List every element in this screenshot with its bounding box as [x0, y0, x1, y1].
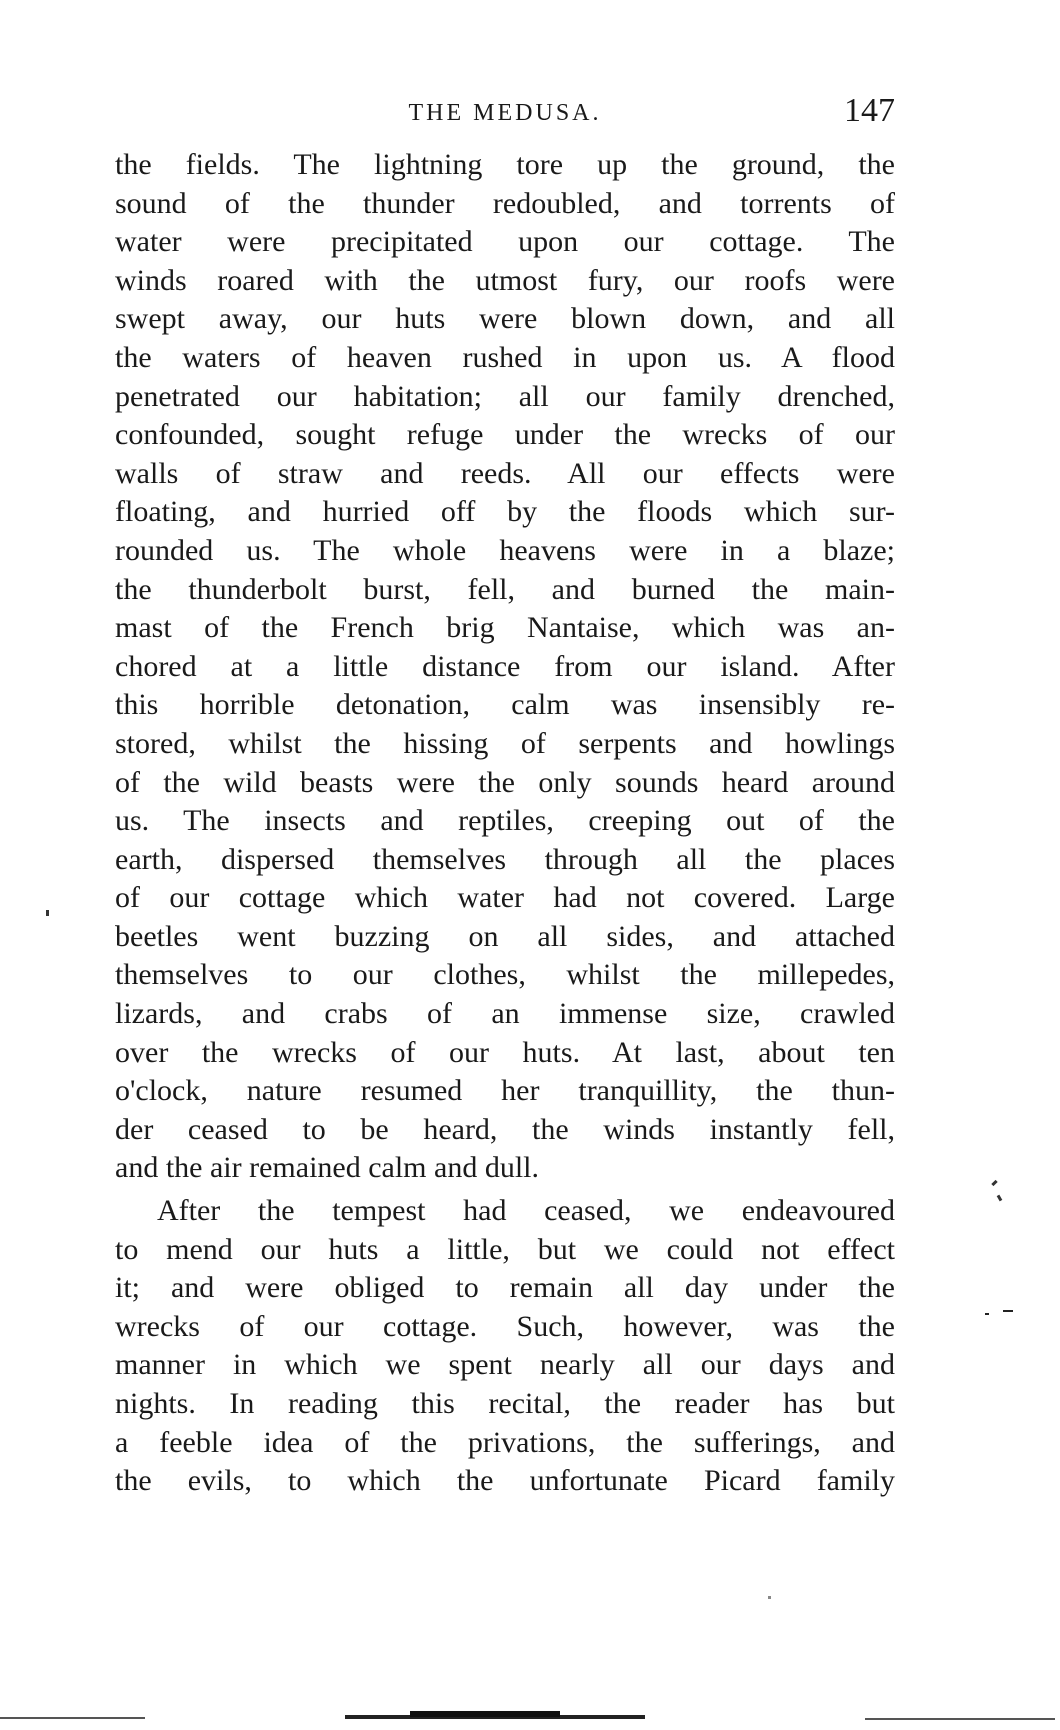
- scan-speck: [985, 1313, 989, 1315]
- text-line: water were precipitated upon our cottage. The: [115, 225, 895, 259]
- text-line: themselves to our clothes, whilst the millepedes,: [115, 958, 895, 992]
- text-line: confounded, sought refuge under the wrecks of our: [115, 418, 895, 452]
- text-line: walls of straw and reeds. All our effects were: [115, 456, 895, 490]
- text-line: der ceased to be heard, the winds instantly fell,: [115, 1112, 895, 1146]
- text-line: manner in which we spent nearly all our days and: [115, 1348, 895, 1382]
- scan-speck: [991, 1180, 997, 1186]
- text-line: to mend our huts a little, but we could not effect: [115, 1232, 895, 1266]
- text-line: over the wrecks of our huts. At last, about ten: [115, 1035, 895, 1069]
- text-line: and the air remained calm and dull.: [115, 1151, 539, 1185]
- scan-speck: [1003, 1310, 1013, 1312]
- text-line: earth, dispersed themselves through all the places: [115, 842, 895, 876]
- text-line: the evils, to which the unfortunate Picard family: [115, 1464, 895, 1498]
- page-number: 147: [844, 92, 895, 129]
- text-line: beetles went buzzing on all sides, and attached: [115, 919, 895, 953]
- text-line: mast of the French brig Nantaise, which was an-: [115, 611, 895, 645]
- bottom-rule-left: [0, 1717, 145, 1719]
- running-head: [115, 92, 895, 132]
- scan-speck: [997, 1195, 1003, 1202]
- text-line: penetrated our habitation; all our family drenched,: [115, 379, 895, 413]
- text-line: the waters of heaven rushed in upon us. A flood: [115, 340, 895, 374]
- text-line: it; and were obliged to remain all day under the: [115, 1271, 895, 1305]
- running-title: THE MEDUSA.: [408, 100, 602, 126]
- text-line: rounded us. The whole heavens were in a blaze;: [115, 533, 895, 567]
- text-line: After the tempest had ceased, we endeavoured: [157, 1194, 895, 1228]
- body-text: [115, 146, 895, 1501]
- text-line: this horrible detonation, calm was insensibly re-: [115, 688, 895, 722]
- text-line: us. The insects and reptiles, creeping out of the: [115, 804, 895, 838]
- text-line: of the wild beasts were the only sounds heard around: [115, 765, 895, 799]
- text-line: winds roared with the utmost fury, our roofs were: [115, 263, 895, 297]
- text-line: wrecks of our cottage. Such, however, was the: [115, 1309, 895, 1343]
- scan-speck: [46, 910, 49, 916]
- scan-speck: [768, 1596, 771, 1599]
- text-line: the thunderbolt burst, fell, and burned the main-: [115, 572, 895, 606]
- text-line: o'clock, nature resumed her tranquillity, the thun-: [115, 1074, 895, 1108]
- text-line: chored at a little distance from our island. After: [115, 649, 895, 683]
- bottom-rule-right: [865, 1718, 1055, 1720]
- text-line: nights. In reading this recital, the reader has but: [115, 1387, 895, 1420]
- text-line: a feeble idea of the privations, the sufferings, and: [115, 1425, 895, 1459]
- text-line: the fields. The lightning tore up the ground, the: [115, 148, 895, 181]
- paragraph-1: [115, 146, 895, 1188]
- text-line: lizards, and crabs of an immense size, crawled: [115, 997, 895, 1031]
- bottom-rule-center-thick: [410, 1711, 560, 1717]
- paragraph-2: [115, 1192, 895, 1501]
- text-line: swept away, our huts were blown down, and all: [115, 302, 895, 336]
- text-line: stored, whilst the hissing of serpents and howlings: [115, 726, 895, 760]
- text-line: sound of the thunder redoubled, and torrents of: [115, 186, 895, 220]
- text-line: of our cottage which water had not covered. Large: [115, 881, 895, 915]
- text-line: floating, and hurried off by the floods which sur-: [115, 495, 895, 529]
